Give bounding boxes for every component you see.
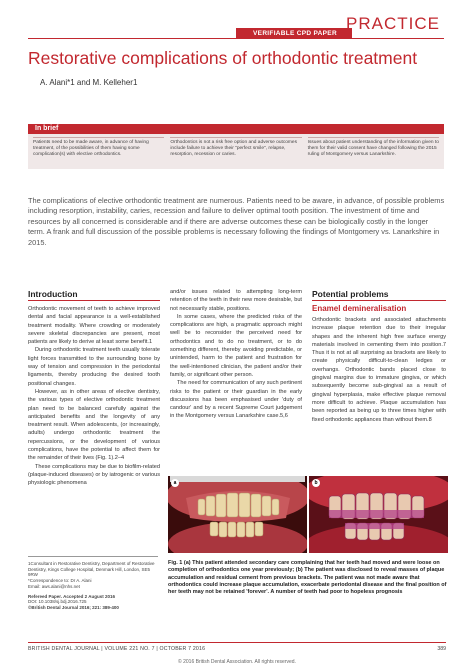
email-line: Email: aws.alani@nhs.net bbox=[28, 583, 80, 589]
paragraph: The need for communication of any such pertinent risks to the patient or their guardian in the early discussions has been emphasised under 'duty of candour' and by a recent Supreme Court judgement in the Montgomery versus Lanarkshire case.5,6 bbox=[170, 380, 302, 420]
section-tab bbox=[346, 0, 474, 38]
page-number: 389 bbox=[437, 646, 446, 652]
paragraph: During orthodontic treatment teeth usually tolerate light forces transmitted to the surrounding bone by way of tension and compression in the periodontal ligaments, thereby producing the desired tooth positional changes. bbox=[28, 347, 160, 387]
section-label: PRACTICE bbox=[346, 14, 440, 33]
doi-line: DOI: 10.1038/sj.bdj.2016.725 bbox=[28, 599, 87, 605]
enamel-demineralisation-heading: Enamel demineralisation bbox=[312, 304, 407, 313]
paragraph: In some cases, where the predicted risks of the complications are high, a pragmatic approach might well be to reconsider the perceived need for orthodontics and to do no treatment, or to do something different, thereby avoiding predictable, or unintended, harm to the patient and frustration for the well-intentioned clinician, the patient and/or their family, or significant other person. bbox=[170, 313, 302, 378]
clinical-photo-b bbox=[309, 476, 448, 553]
introduction-rule bbox=[28, 300, 160, 301]
paragraph: and/or issues related to attempting long-term retention of the teeth in their new more desirable, but not necessarily stable, positions. bbox=[170, 289, 302, 312]
affiliation-line: 1Consultant in Restorative Dentistry, Department of Restorative Dentistry, Kings College Hospital, Denmark Hill, London, SE5 9RW bbox=[28, 561, 155, 578]
potential-problems-heading: Potential problems bbox=[312, 289, 389, 299]
authors: A. Alani*1 and M. Kelleher1 bbox=[40, 78, 138, 87]
introduction-body bbox=[28, 305, 160, 488]
affiliation-block bbox=[28, 556, 158, 611]
in-brief-item: Patients need to be made aware, in advance of having treatment, of the possibilities of them having some complication(s) with elective orthodontics. bbox=[33, 137, 164, 157]
article-title: Restorative complications of orthodontic treatment bbox=[28, 48, 418, 68]
in-brief-item: Issues about patient understanding of the information given to them for their valid consent have changed following the 2015 ruling of Montgomery versus Lanarkshire. bbox=[308, 137, 439, 157]
figure-caption: Fig. 1 (a) This patient attended secondary care complaining that her teeth had moved and were loose on completion of orthodontics one year previously; (b) The patient was disclosed to reveal masses of plaque accumulation and residual cement from previous brackets. The patient was not made aware that orthodontics could increase plaque accumulation, exacerbate periodontal disease and the final position of her teeth may not be retained 'forever'. A number of teeth had poor to hopeless prognosis bbox=[168, 560, 447, 596]
potential-problems-rule bbox=[312, 300, 446, 301]
introduction-heading: Introduction bbox=[28, 289, 78, 299]
teeth-photo-a bbox=[168, 476, 307, 553]
article-abstract: The complications of elective orthodontic treatment are numerous. Patients need to be aware, in advance, of possible problems including resorption, instability, caries, recession and failure to deliver optimal tooth position. The investment of time and resources by all concerned is considerable and if there are adverse outcomes these can be biologically costly in the longer term. A frank and full discussion of the possible problems is necessary following the findings of Montgomery vs. Lanarkshire in 2015. bbox=[28, 196, 445, 247]
in-brief-heading: In brief bbox=[28, 124, 444, 134]
journal-info: BRITISH DENTAL JOURNAL | VOLUME 221 NO. 7 | OCTOBER 7 2016 bbox=[28, 646, 206, 652]
paragraph: Orthodontic brackets and associated attachments increase plaque retention due to their irregular shapes and the inherent high free surface energy materials involved in cementing them into position.7 Thus it is not at all surprising as brackets are likely to create physically difficult-to-clean ledges or overhangs. Orthodontic bands placed close to gingival margins due to immature gingiva, or which subsequently become sub-gingival as a result of gingival hyperplasia, make effective plaque removal more difficult to achieve. Plaque accumulation has been reported as being up to three times higher with fixed orthodontic appliances than without them.8 bbox=[312, 317, 446, 423]
in-brief-box bbox=[28, 124, 444, 169]
paragraph: Orthodontic movement of teeth to achieve improved dental and facial appearance is a well-established treatment modality. Where crowding or moderately severe skeletal discrepancies are present, most patients are likely to derive at least some benefit.1 bbox=[28, 306, 160, 346]
footer-rule bbox=[28, 642, 446, 643]
cpd-label: VERIFIABLE CPD PAPER bbox=[236, 28, 354, 39]
paragraph: These complications may be due to biofilm-related (plaque-induced diseases) or by iatrogenic or various physiologic phenomena bbox=[28, 463, 160, 487]
photo-label-b: b bbox=[312, 479, 320, 487]
photo-label-a: a bbox=[171, 479, 179, 487]
refereed-line: Refereed Paper. Accepted 2 August 2016 bbox=[28, 593, 115, 599]
figure-1 bbox=[168, 476, 448, 553]
paragraph: However, as in other areas of elective dentistry, the various types of elective orthodontic treatment plan need to be balanced carefully against the anticipated benefits and the longevity of any treatment result. When adolescents, (or increasingly, adults) undergo orthodontic treatment the repercussions, or the development of various complications, have the potential to affect them for the remainder of their lives (Fig. 1).2–4 bbox=[28, 388, 160, 462]
citation-line: ©British Dental Journal 2016; 221: 389-400 bbox=[28, 604, 119, 610]
in-brief-item: Orthodontics is not a risk free option and adverse outcomes include failure to achieve their "perfect smile", relapse, resorption, recession or caries. bbox=[170, 137, 301, 157]
potential-problems-body bbox=[312, 316, 446, 424]
middle-column-body bbox=[170, 288, 302, 421]
copyright: © 2016 British Dental Association. All rights reserved. bbox=[178, 659, 296, 665]
teeth-photo-b bbox=[309, 476, 448, 553]
correspondence-line: *Correspondence to: Dr A. Alani bbox=[28, 578, 92, 584]
clinical-photo-a bbox=[168, 476, 307, 553]
